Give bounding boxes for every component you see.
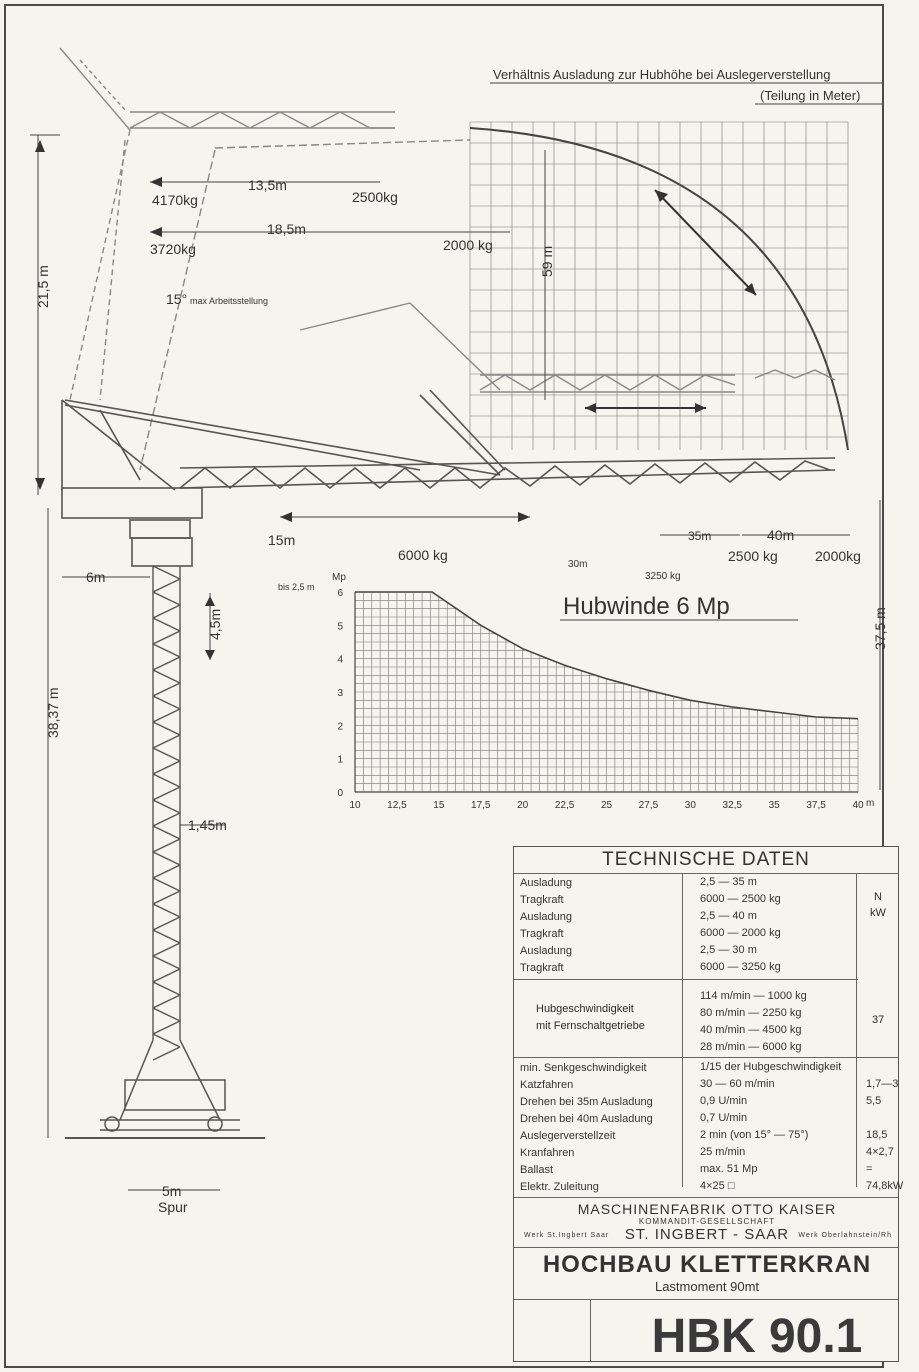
reach-height-grid bbox=[470, 122, 848, 450]
specs-title: TECHNISCHE DATEN bbox=[602, 849, 810, 870]
load-6000: 6000 kg bbox=[398, 547, 448, 563]
track-label: Spur bbox=[158, 1199, 188, 1215]
x-tick-label: 37,5 bbox=[806, 800, 826, 811]
x-tick-label: 20 bbox=[517, 800, 529, 811]
spec-row: Tragkraft 6000 — 3250 kg bbox=[520, 961, 781, 974]
dim-30: 30m bbox=[568, 559, 588, 570]
dim-6: 6m bbox=[86, 569, 106, 585]
diagram-subtitle: (Teilung in Meter) bbox=[760, 88, 861, 103]
dim-59: 59 m bbox=[539, 245, 555, 277]
main-jib bbox=[65, 390, 835, 488]
werk-2: Werk Oberlahnstein/Rh bbox=[798, 1232, 892, 1239]
dim-21-5: 21,5 m bbox=[35, 265, 51, 308]
load-chart bbox=[337, 588, 864, 811]
dim-18-5: 18,5m bbox=[267, 221, 306, 237]
spec-row: Tragkraft 6000 — 2500 kg bbox=[520, 893, 781, 906]
dim-35: 35m bbox=[688, 529, 712, 543]
bis-label: bis 2,5 m bbox=[278, 582, 315, 592]
max-work-label: max Arbeitsstellung bbox=[190, 296, 269, 306]
op-row: min. Senkgeschwindigkeit 1/15 der Hubgeschwindigkeit bbox=[520, 1061, 842, 1074]
maker-city-row bbox=[514, 1226, 900, 1244]
load-3720: 3720kg bbox=[150, 241, 196, 257]
dim-4-5: 4,5m bbox=[207, 608, 223, 640]
x-tick-label: 22,5 bbox=[554, 800, 575, 811]
op-row: Katzfahren 30 — 60 m/min 1,7—3 bbox=[520, 1078, 899, 1091]
y-tick-label: 1 bbox=[337, 754, 343, 766]
x-tick-label: 30 bbox=[684, 800, 696, 811]
spec-row: Ausladung 2,5 — 35 m bbox=[520, 876, 757, 889]
power-unit-n: N bbox=[874, 891, 882, 903]
load-2500: 2500 kg bbox=[728, 548, 778, 564]
spec-row: Ausladung 2,5 — 30 m bbox=[520, 944, 757, 957]
x-tick-label: 40 bbox=[852, 800, 864, 811]
load-chart-title: Hubwinde 6 Mp bbox=[563, 593, 730, 620]
counter-jib bbox=[62, 400, 202, 566]
y-unit: Mp bbox=[332, 572, 346, 583]
hub-power: 37 bbox=[872, 1014, 885, 1026]
op-row: Drehen bei 35m Ausladung 0,9 U/min 5,5 bbox=[520, 1095, 882, 1108]
tower-base bbox=[100, 1040, 240, 1131]
mid-jib bbox=[300, 303, 835, 392]
op-row: Auslegerverstellzeit 2 min (von 15° — 75°) 18,5 bbox=[520, 1129, 888, 1142]
raised-jib bbox=[60, 48, 470, 470]
maker-city: ST. INGBERT - SAAR bbox=[624, 1226, 790, 1243]
hub-label-2: mit Fernschaltgetriebe bbox=[536, 1020, 645, 1032]
dim-13-5: 13,5m bbox=[248, 177, 287, 193]
y-tick-label: 4 bbox=[337, 654, 343, 666]
x-tick-label: 35 bbox=[768, 800, 780, 811]
load-2500-top: 2500kg bbox=[352, 189, 398, 205]
maker-block bbox=[514, 1197, 900, 1244]
x-tick-label: 10 bbox=[349, 800, 361, 811]
spec-row: Tragkraft 6000 — 2000 kg bbox=[520, 927, 781, 940]
hub-speed: 80 m/min — 2250 kg bbox=[700, 1007, 802, 1019]
y-tick-label: 0 bbox=[337, 788, 343, 799]
load-4170: 4170kg bbox=[152, 192, 198, 208]
y-tick-label: 6 bbox=[337, 588, 343, 599]
diagram-title: Verhältnis Ausladung zur Hubhöhe bei Auslegerverstellung bbox=[493, 67, 831, 82]
x-tick-label: 27,5 bbox=[638, 800, 659, 811]
dim-37-5: 37,5 m bbox=[872, 607, 888, 650]
tower-mast bbox=[153, 566, 180, 1060]
x-tick-label: 12,5 bbox=[387, 800, 407, 811]
werk-1: Werk St.Ingbert Saar bbox=[524, 1232, 610, 1239]
dim-38-37: 38,37 m bbox=[45, 687, 61, 738]
model-number: HBK 90.1 bbox=[651, 1310, 863, 1363]
dim-40: 40m bbox=[767, 527, 795, 543]
hub-speed: 28 m/min — 6000 kg bbox=[700, 1041, 802, 1053]
x-tick-label: 25 bbox=[600, 800, 613, 811]
load-3250: 3250 kg bbox=[645, 571, 681, 582]
x-unit: m bbox=[866, 798, 875, 809]
y-tick-label: 2 bbox=[337, 721, 343, 733]
x-tick-label: 17,5 bbox=[471, 800, 491, 811]
spec-row: Ausladung 2,5 — 40 m bbox=[520, 910, 757, 923]
angle-15: 15° bbox=[166, 291, 188, 307]
op-row: Elektr. Zuleitung 4×25 □ 74,8kW bbox=[520, 1180, 904, 1193]
op-row: Kranfahren 25 m/min 4×2,7 bbox=[520, 1146, 894, 1159]
op-row: Drehen bei 40m Ausladung 0,7 U/min bbox=[520, 1112, 748, 1125]
mast-section: 1,45m bbox=[188, 817, 227, 833]
specs-table bbox=[513, 846, 904, 1363]
y-tick-label: 3 bbox=[337, 688, 343, 699]
hub-label: Hubgeschwindigkeit bbox=[536, 1003, 634, 1015]
op-row: Ballast max. 51 Mp = bbox=[520, 1163, 873, 1176]
dim-15: 15m bbox=[268, 532, 296, 548]
product-name: HOCHBAU KLETTERKRAN bbox=[542, 1251, 872, 1278]
load-2000: 2000kg bbox=[815, 548, 861, 564]
x-tick-label: 32,5 bbox=[722, 800, 742, 811]
hub-speed: 40 m/min — 4500 kg bbox=[700, 1024, 802, 1036]
power-unit-kw: kW bbox=[870, 907, 886, 919]
x-tick-label: 15 bbox=[433, 800, 445, 811]
dim-5: 5m bbox=[162, 1183, 182, 1199]
y-tick-label: 5 bbox=[337, 621, 343, 633]
load-moment: Lastmoment 90mt bbox=[654, 1279, 760, 1294]
maker-sub: KOMMANDIT-GESELLSCHAFT bbox=[638, 1217, 776, 1226]
hub-speed: 114 m/min — 1000 kg bbox=[700, 990, 807, 1002]
maker-name: MASCHINENFABRIK OTTO KAISER bbox=[577, 1201, 837, 1217]
load-2000-top: 2000 kg bbox=[443, 237, 493, 253]
